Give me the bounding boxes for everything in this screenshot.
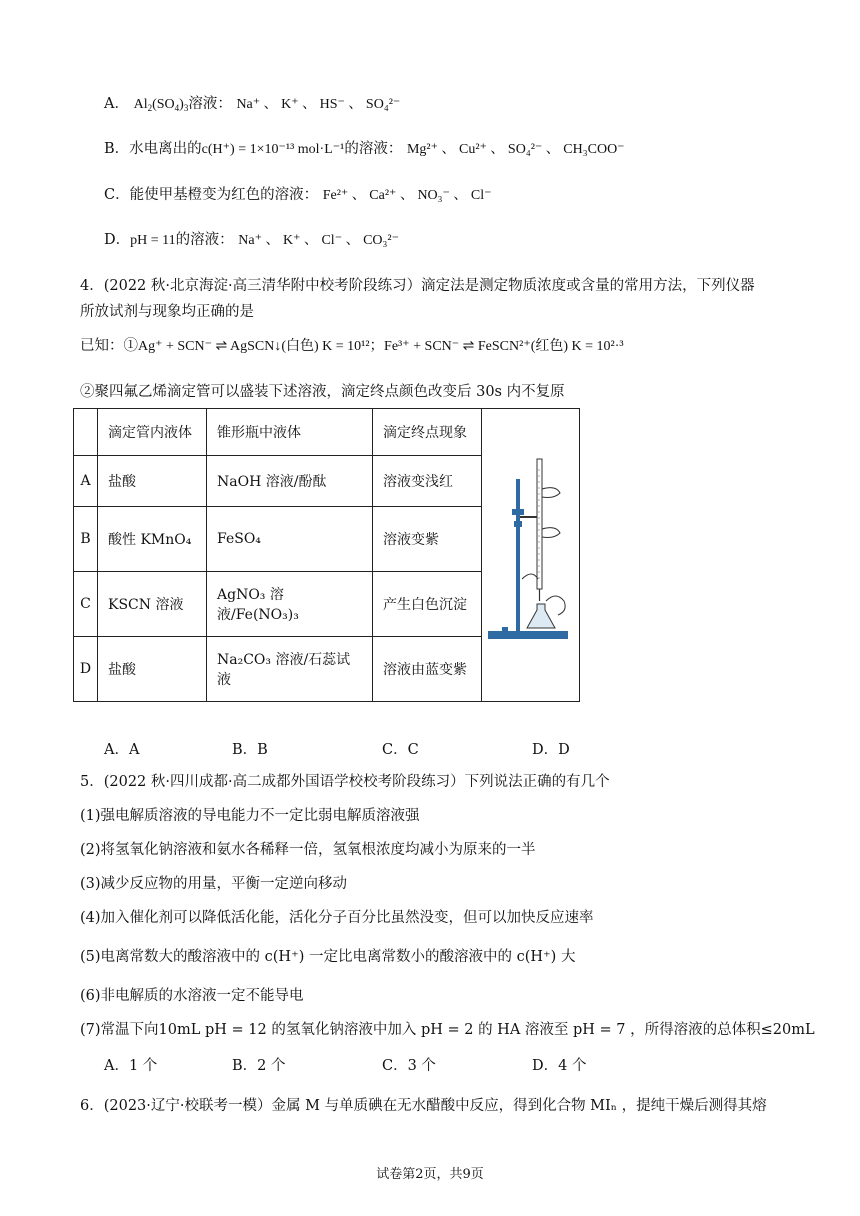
burette-stand-icon — [482, 409, 579, 697]
q3-option-c: C．能使甲基橙变为红色的溶液： Fe²⁺ 、 Ca²⁺ 、 NO₃⁻ 、 Cl⁻ — [104, 187, 492, 203]
equation-agscn: Ag⁺ + SCN⁻ ⇌ AgSCN↓(白色) K = 10¹² — [138, 339, 370, 354]
page-footer: 试卷第2页，共9页 — [376, 1167, 484, 1182]
q5-choice-a[interactable]: A．1 个 — [104, 1058, 158, 1074]
table-row: D 盐酸 Na₂CO₃ 溶液/石蕊试液 溶液由蓝变紫 — [74, 637, 580, 702]
q5-stem: 5．(2022 秋·四川成都·高二成都外国语学校校考阶段练习）下列说法正确的有几个 — [80, 774, 610, 790]
q3-option-b: B．水电离出的c(H⁺) = 1×10⁻¹³ mol·L⁻¹的溶液： Mg²⁺ 、 Cu²⁺ 、 SO₄²⁻ 、 CH₃COO⁻ — [104, 141, 625, 157]
table-header-row: 滴定管内液体 锥形瓶中液体 滴定终点现象 — [74, 409, 580, 456]
titration-table — [73, 408, 580, 702]
q5-item-6: (6)非电解质的水溶液一定不能导电 — [80, 988, 304, 1004]
table-row: B 酸性 KMnO₄ FeSO₄ 溶液变紫 — [74, 507, 580, 572]
q3-option-d: D．pH = 11的溶液： Na⁺ 、 K⁺ 、 Cl⁻ 、 CO₃²⁻ — [104, 232, 399, 248]
q4-choice-d[interactable]: D．D — [532, 742, 570, 758]
q5-item-7: (7)常温下向10mL pH = 12 的氢氧化钠溶液中加入 pH = 2 的 HA 溶液至 pH = 7 ，所得溶液的总体积≤20mL — [80, 1022, 815, 1038]
q4-stem-line1: 4．(2022 秋·北京海淀·高三清华附中校考阶段练习）滴定法是测定物质浓度或含量的常用方法，下列仪器 — [80, 278, 755, 294]
q4-note-2: ②聚四氟乙烯滴定管可以盛装下述溶液，滴定终点颜色改变后 30s 内不复原 — [80, 384, 565, 400]
q4-stem-line2: 所放试剂与现象均正确的是 — [80, 304, 254, 320]
q4-choice-b[interactable]: B．B — [232, 742, 268, 758]
q5-item-3: (3)减少反应物的用量，平衡一定逆向移动 — [80, 876, 348, 892]
table-row: C KSCN 溶液 AgNO₃ 溶液/Fe(NO₃)₃ 产生白色沉淀 — [74, 572, 580, 637]
q4-choice-c[interactable]: C．C — [382, 742, 419, 758]
titration-apparatus-image — [482, 409, 580, 702]
equation-fescn: Fe³⁺ + SCN⁻ ⇌ FeSCN²⁺(红色) K = 10²·³ — [384, 339, 624, 354]
q6-stem: 6．(2023·辽宁·校联考一模）金属 M 与单质碘在无水醋酸中反应，得到化合物 MIₙ ，提纯干燥后测得其熔 — [80, 1098, 767, 1114]
q5-item-2: (2)将氢氧化钠溶液和氨水各稀释一倍，氢氧根浓度均减小为原来的一半 — [80, 842, 536, 858]
q5-item-1: (1)强电解质溶液的导电能力不一定比弱电解质溶液强 — [80, 808, 420, 824]
q4-known-equilibria: 已知：①Ag⁺ + SCN⁻ ⇌ AgSCN↓(白色) K = 10¹²；Fe³⁺ + SCN⁻ ⇌ FeSCN²⁺(红色) K = 10²·³ — [80, 338, 624, 354]
q5-item-4: (4)加入催化剂可以降低活化能，活化分子百分比虽然没变，但可以加快反应速率 — [80, 910, 594, 926]
q5-choice-b[interactable]: B．2 个 — [232, 1058, 286, 1074]
q4-choice-a[interactable]: A．A — [104, 742, 140, 758]
q5-choices — [104, 1054, 586, 1075]
q3-option-a: A． $Al_2(SO_4)_3$溶液： Na⁺ 、 K⁺ 、 HS⁻ 、 SO₄²⁻ — [104, 96, 401, 113]
q4-choices — [104, 738, 570, 759]
table-row: A 盐酸 NaOH 溶液/酚酞 溶液变浅红 — [74, 455, 580, 507]
q5-item-5: (5)电离常数大的酸溶液中的 c(H⁺) 一定比电离常数小的酸溶液中的 c(H⁺) 大 — [80, 949, 576, 965]
q5-choice-d[interactable]: D．4 个 — [532, 1058, 587, 1074]
q5-choice-c[interactable]: C．3 个 — [382, 1058, 436, 1074]
